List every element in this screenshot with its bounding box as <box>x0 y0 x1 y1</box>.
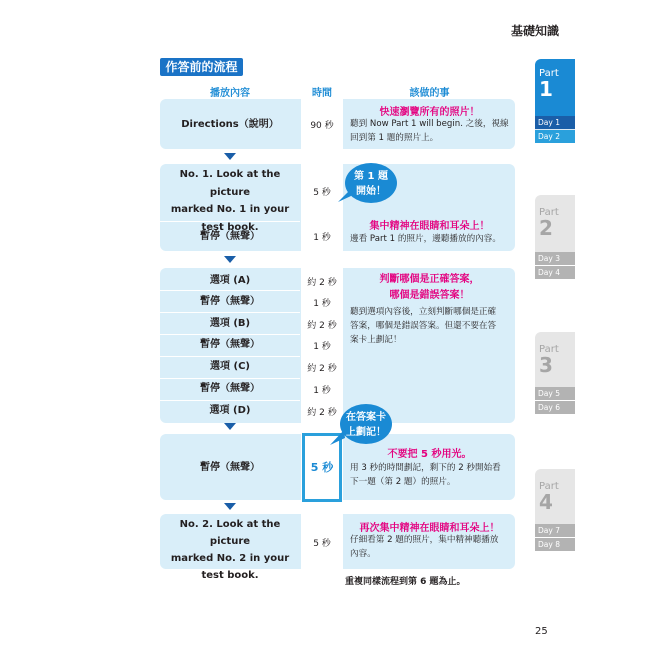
item-label: Directions（說明） <box>181 119 279 130</box>
tab-day-2[interactable]: Day 2 <box>535 130 575 143</box>
option-row: 暫停（無聲） <box>200 383 260 394</box>
note-text: 仔細看第 2 題的照片，集中精神聽播放 內容。 <box>350 535 499 559</box>
tab-part-4[interactable] <box>535 469 575 551</box>
tab-part-label: Part <box>539 344 559 355</box>
time-label: 約 2 秒 <box>307 364 337 374</box>
flow-arrow-down <box>224 503 236 510</box>
section-title: 作答前的流程 <box>160 58 243 76</box>
item-label: No. 2. Look at the picture marked No. 2 in your test book. <box>170 519 290 581</box>
tab-part-label: Part <box>539 207 559 218</box>
option-row: 暫停（無聲） <box>200 339 260 350</box>
time-label: 約 2 秒 <box>307 408 337 418</box>
time-label: 1 秒 <box>313 342 331 352</box>
flow-block-options <box>160 268 515 423</box>
note-highlight: 集中精神在眼睛和耳朵上！ <box>369 221 490 232</box>
tab-part-number: 4 <box>539 490 553 514</box>
time-label: 1 秒 <box>313 386 331 396</box>
tab-part-1[interactable] <box>535 59 575 143</box>
tab-day-8[interactable]: Day 8 <box>535 538 575 551</box>
tab-day-6[interactable]: Day 6 <box>535 401 575 414</box>
note-text: 邊看 Part 1 的照片，邊聽播放的內容。 <box>350 234 501 244</box>
time-label: 5 秒 <box>313 539 331 549</box>
tab-part-2[interactable] <box>535 195 575 279</box>
flow-block-question-1 <box>160 164 515 251</box>
note-highlight: 再次集中精神在眼睛和耳朵上！ <box>359 523 500 534</box>
option-row: 選項 (C) <box>210 361 250 372</box>
tab-day-5[interactable]: Day 5 <box>535 387 575 400</box>
item-label: No. 1. Look at the picture marked No. 1 in your test book. <box>170 169 290 233</box>
time-label: 1 秒 <box>313 299 331 309</box>
tab-part-label: Part <box>539 481 559 492</box>
footer-note: 重複同樣流程到第 6 題為止。 <box>345 577 466 587</box>
tab-part-3[interactable] <box>535 332 575 414</box>
note-highlight: 快速瀏覽所有的照片！ <box>379 107 480 118</box>
note-highlight: 不要把 5 秒用光。 <box>387 449 472 460</box>
speech-bubble-tail <box>338 190 352 204</box>
speech-bubble-start: 第 1 題 開始！ <box>345 163 397 203</box>
item-label-pause: 暫停（無聲） <box>200 231 260 242</box>
tab-day-7[interactable]: Day 7 <box>535 524 575 537</box>
note-text: 聽到 Now Part 1 will begin. 之後，視線 回到第 1 題的照片上。 <box>350 119 509 143</box>
time-label: 約 2 秒 <box>307 278 337 288</box>
tab-day-3[interactable]: Day 3 <box>535 252 575 265</box>
note-highlight: 判斷哪個是正確答案， 哪個是錯誤答案！ <box>379 274 480 301</box>
item-label: 暫停（無聲） <box>200 462 260 473</box>
column-header-item: 播放內容 <box>210 88 250 99</box>
flow-block-question-2 <box>160 514 515 581</box>
column-header-todo: 該做的事 <box>409 88 450 99</box>
tab-part-number: 2 <box>539 216 553 240</box>
speech-bubble-tail <box>330 430 346 446</box>
flow-block-directions <box>160 99 515 149</box>
time-label: 5 秒 <box>313 188 331 198</box>
tab-part-number: 1 <box>539 77 553 101</box>
option-row: 暫停（無聲） <box>200 296 260 307</box>
page-header-title: 基礎知識 <box>510 24 559 38</box>
tab-day-4[interactable]: Day 4 <box>535 266 575 279</box>
tab-part-label: Part <box>539 68 559 79</box>
tab-day-1[interactable]: Day 1 <box>535 116 575 129</box>
option-row: 選項 (B) <box>209 318 251 329</box>
page-number: 25 <box>535 626 548 637</box>
time-label: 約 2 秒 <box>307 321 337 331</box>
column-header-time: 時間 <box>312 88 332 99</box>
option-row: 選項 (A) <box>209 275 251 286</box>
note-text: 聽到選項內容後，立刻判斷哪個是正確 答案，哪個是錯誤答案。但還不要在答 案卡上劃記！ <box>350 307 497 345</box>
time-label: 1 秒 <box>313 233 331 243</box>
note-text: 用 3 秒的時間劃記，剩下的 2 秒開始看 下一題（第 2 題）的照片。 <box>350 463 501 487</box>
flow-arrow-down <box>224 423 236 430</box>
tab-part-number: 3 <box>539 353 553 377</box>
flow-arrow-down <box>224 256 236 263</box>
option-row: 選項 (D) <box>209 405 251 416</box>
flow-arrow-down <box>224 153 236 160</box>
time-highlight-box: 5 秒 <box>302 433 342 502</box>
time-label: 90 秒 <box>310 121 334 131</box>
speech-bubble-mark: 在答案卡 上劃記！ <box>340 404 392 444</box>
